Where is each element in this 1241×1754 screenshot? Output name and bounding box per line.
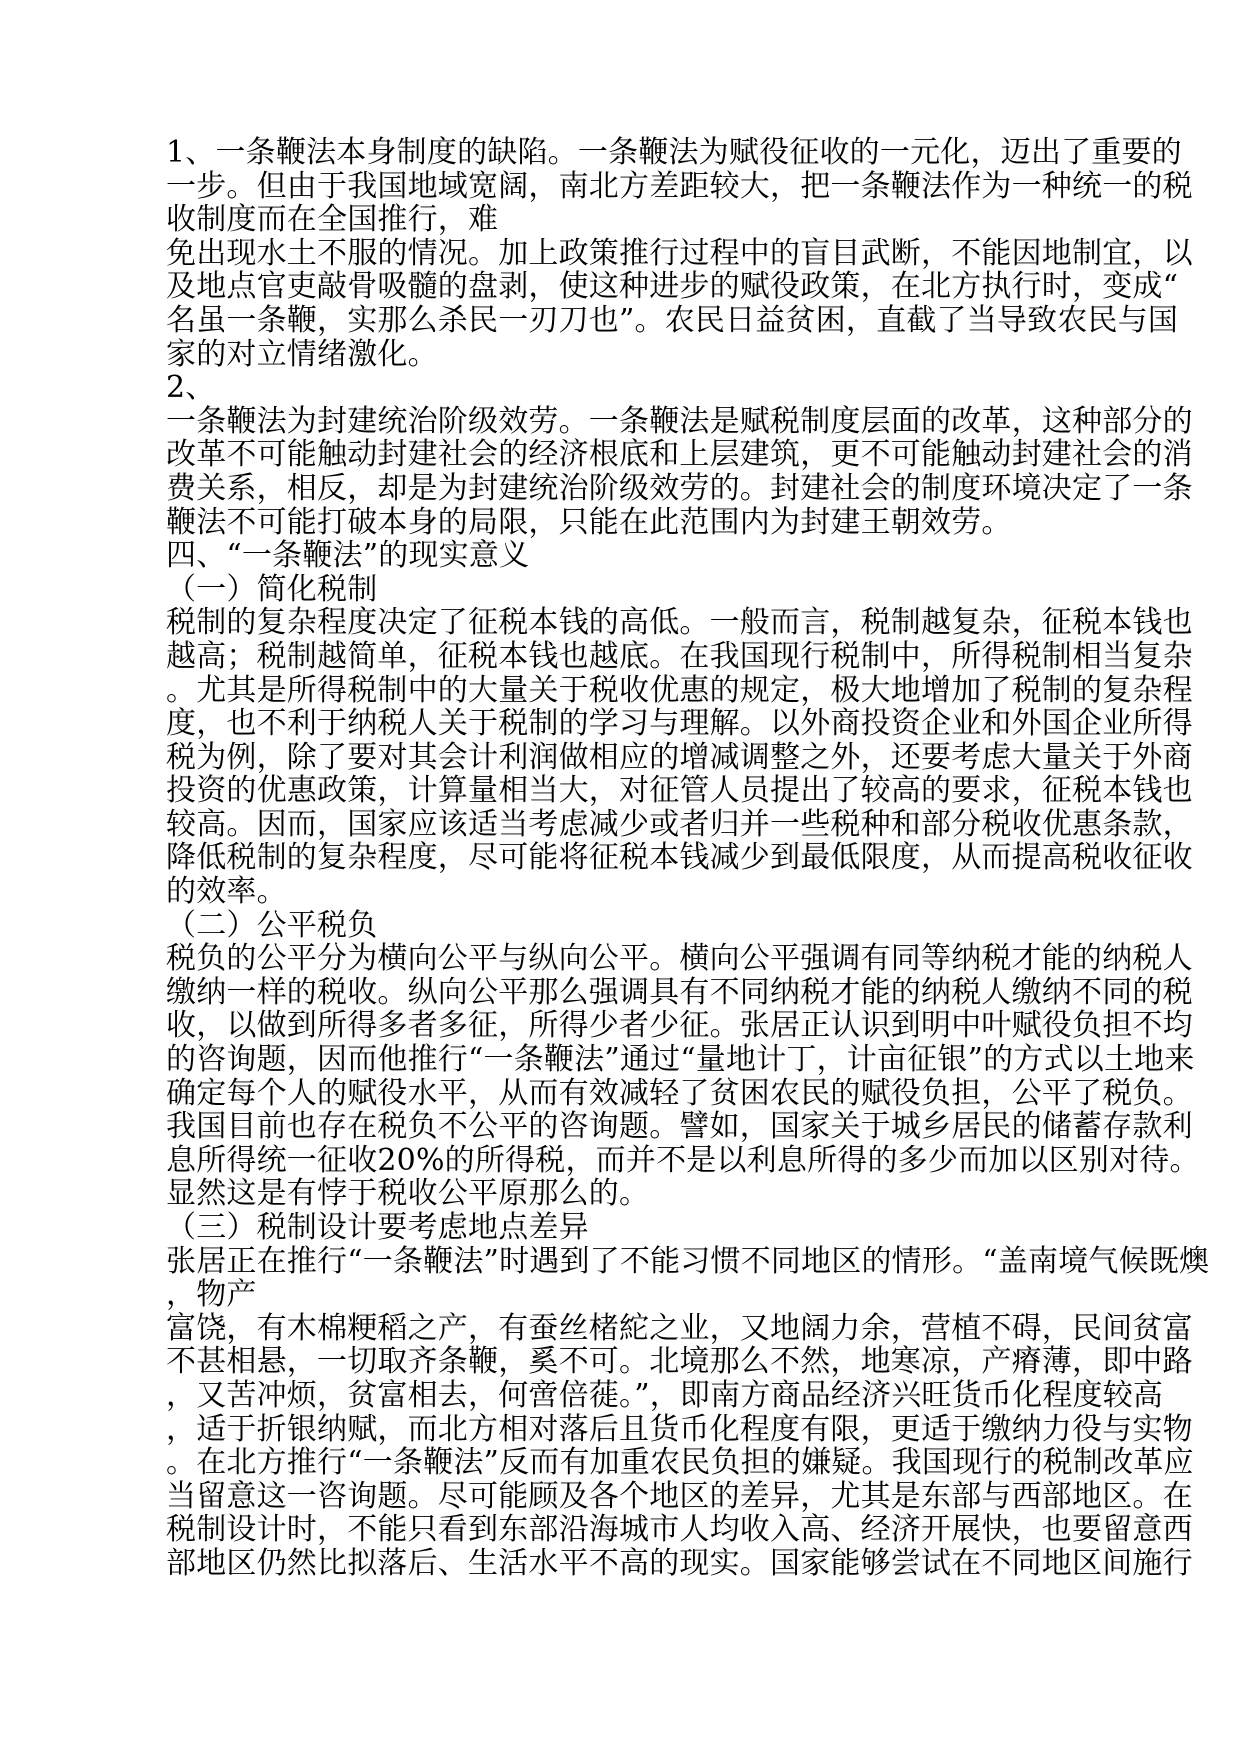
text-line: 投资的优惠政策，计算量相当大，对征管人员提出了较高的要求，征税本钱也 [166,773,1193,809]
text-line: 显然这是有悖于税收公平原那么的。 [166,1176,650,1212]
text-line: 1、一条鞭法本身制度的缺陷。一条鞭法为赋役征收的一元化，迈出了重要的 [166,135,1182,170]
text-line: 。尤其是所得税制中的大量关于税收优惠的规定，极大地增加了税制的复杂程 [166,672,1193,708]
text-line: 及地点官吏敲骨吸髓的盘剥，使这种进步的赋役政策，在北方执行时，变成“ [166,269,1179,305]
text-line: 四、“一条鞭法”的现实意义 [166,538,530,574]
text-line: 富饶，有木棉粳稻之产，有蚕丝楮紽之业，又地阔力余，营植不碍，民间贫富 [166,1310,1193,1346]
text-line: 费关系，相反，却是为封建统治阶级效劳的。封建社会的制度环境决定了一条 [166,470,1193,506]
text-line: 改革不可能触动封建社会的经济根底和上层建筑，更不可能触动封建社会的消 [166,437,1193,473]
text-line: 2、 [166,370,216,406]
text-line: 较高。因而，国家应该适当考虑减少或者归并一些税种和部分税收优惠条款， [166,806,1193,842]
text-line: 确定每个人的赋役水平，从而有效减轻了贫困农民的赋役负担，公平了税负。 [166,1075,1193,1111]
text-line: 息所得统一征收20%的所得税，而并不是以利息所得的多少而加以区别对待。 [166,1142,1200,1178]
text-line: 免出现水土不服的情况。加上政策推行过程中的盲目武断，不能因地制宜，以 [166,235,1193,271]
text-line: 一步。但由于我国地域宽阔，南北方差距较大，把一条鞭法作为一种统一的税 [166,168,1193,204]
text-line: 家的对立情绪激化。 [166,336,438,372]
text-line: 税制设计时，不能只看到东部沿海城市人均收入高、经济开展快，也要留意西 [166,1512,1193,1548]
text-line: 的效率。 [166,874,287,910]
text-line: 收，以做到所得多者多征，所得少者少征。张居正认识到明中叶赋役负担不均 [166,1008,1193,1044]
text-line: 名虽一条鞭，实那么杀民一刃刀也”。农民日益贫困，直截了当导致农民与国 [166,302,1179,338]
text-line: 缴纳一样的税收。纵向公平那么强调具有不同纳税才能的纳税人缴纳不同的税 [166,974,1193,1010]
text-line: （一）简化税制 [166,571,378,607]
text-line: ，适于折银纳赋，而北方相对落后且货币化程度有限，更适于缴纳力役与实物 [166,1411,1193,1447]
text-line: 部地区仍然比拟落后、生活水平不高的现实。国家能够尝试在不同地区间施行 [166,1545,1193,1581]
text-line: 税制的复杂程度决定了征税本钱的高低。一般而言，税制越复杂，征税本钱也 [166,605,1193,641]
text-line: 我国目前也存在税负不公平的咨询题。譬如，国家关于城乡居民的储蓄存款利 [166,1109,1193,1145]
text-line: 不甚相悬，一切取齐条鞭，奚不可。北境那么不然，地寒凉，产瘠薄，即中路 [166,1344,1193,1380]
text-line: 当留意这一咨询题。尽可能顾及各个地区的差异，尤其是东部与西部地区。在 [166,1478,1193,1514]
text-line: 税为例，除了要对其会计利润做相应的增减调整之外，还要考虑大量关于外商 [166,739,1193,775]
text-line: （三）税制设计要考虑地点差异 [166,1210,589,1245]
text-line: 税负的公平分为横向公平与纵向公平。横向公平强调有同等纳税才能的纳税人 [166,941,1193,977]
text-line: 收制度而在全国推行，难 [166,202,499,238]
text-line: 。在北方推行“一条鞭法”反而有加重农民负担的嫌疑。我国现行的税制改革应 [166,1445,1194,1481]
text-line: 一条鞭法为封建统治阶级效劳。一条鞭法是赋税制度层面的改革，这种部分的 [166,403,1193,439]
document-text-block [166,135,1210,1581]
text-line: ，物产 [166,1277,257,1313]
text-line: （二）公平税负 [166,907,378,943]
text-line: 鞭法不可能打破本身的局限，只能在此范围内为封建王朝效劳。 [166,504,1012,540]
text-line: 的咨询题，因而他推行“一条鞭法”通过“量地计丁，计亩征银”的方式以土地来 [166,1042,1195,1078]
text-line: 降低税制的复杂程度，尽可能将征税本钱减少到最低限度，从而提高税收征收 [166,840,1193,876]
text-line: ，又苦冲烦，贫富相去，何啻倍蓰。”，即南方商品经济兴旺货币化程度较高 [166,1377,1164,1413]
text-line: 张居正在推行“一条鞭法”时遇到了不能习惯不同地区的情形。“盖南境气候既燠 [166,1243,1210,1279]
text-line: 度，也不利于纳税人关于税制的学习与理解。以外商投资企业和外国企业所得 [166,706,1193,742]
text-line: 越高；税制越简单，征税本钱也越底。在我国现行税制中，所得税制相当复杂 [166,638,1193,674]
